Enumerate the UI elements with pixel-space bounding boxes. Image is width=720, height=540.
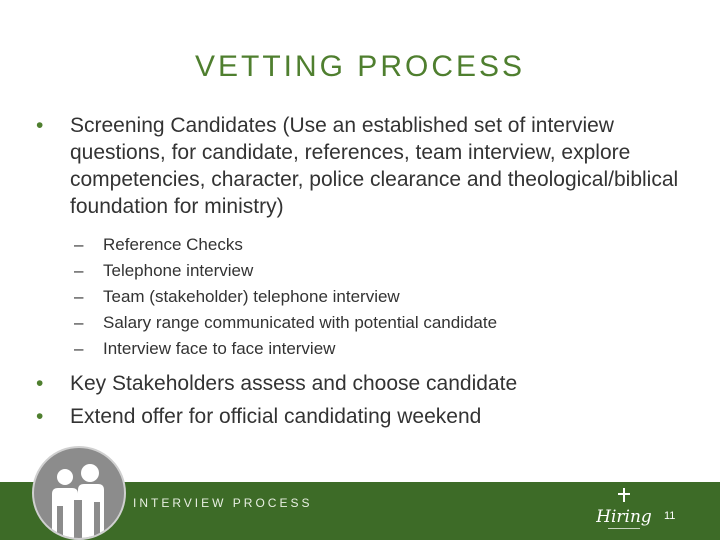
hiring-logo <box>596 484 656 540</box>
bullet-item <box>36 112 686 220</box>
bullet-text: Extend offer for official candidating weekend <box>70 405 482 428</box>
bullet-dot: • <box>36 372 44 395</box>
bullet-item <box>36 403 686 430</box>
bullet-item <box>36 370 686 397</box>
sub-item-text: Team (stakeholder) telephone interview <box>103 287 400 306</box>
sub-item: – Salary range communicated with potential candidate <box>74 313 498 332</box>
sub-item-text: Telephone interview <box>103 261 254 280</box>
people-icon-graphic <box>34 448 124 538</box>
footer-label: INTERVIEW PROCESS <box>133 496 313 510</box>
page-number: 11 <box>664 510 676 522</box>
sub-item: – Telephone interview <box>74 261 254 280</box>
sub-item: – Reference Checks <box>74 235 243 254</box>
sub-item-text: Salary range communicated with potential candidate <box>103 313 498 332</box>
bullet-text: Key Stakeholders assess and choose candidate <box>70 372 518 395</box>
sub-list <box>36 232 686 362</box>
bullet-text: Screening Candidates (Use an established set of interview questions, for candidate, references, team interview, explore competencies, character, police clearance and theological/biblical foundation for ministry) <box>70 114 679 218</box>
bullet-dot: • <box>36 405 44 428</box>
sub-item-text: Reference Checks <box>103 235 243 254</box>
slide-content <box>36 112 686 430</box>
slide-title: VETTING PROCESS <box>194 50 526 83</box>
bullet-dot: • <box>36 114 44 137</box>
sub-item: – Team (stakeholder) telephone interview <box>74 287 400 306</box>
sub-item: – Interview face to face interview <box>74 339 336 358</box>
sub-item-text: Interview face to face interview <box>103 339 336 358</box>
people-icon <box>32 446 126 540</box>
logo-text: Hiring <box>596 507 652 527</box>
